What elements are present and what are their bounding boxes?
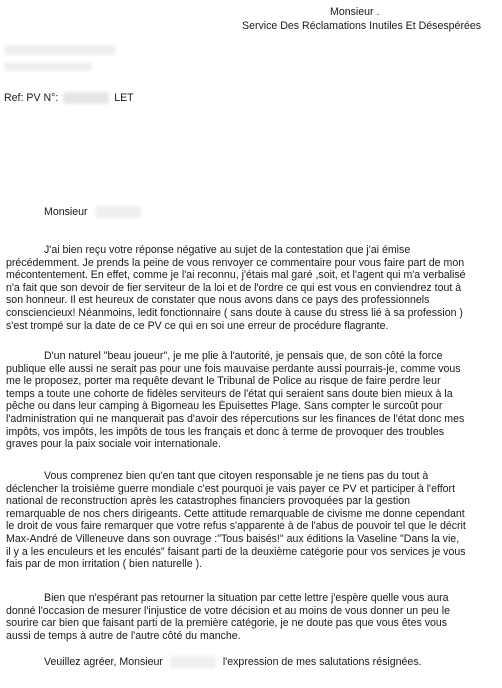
redacted-line-2 [4,62,92,71]
paragraph-line: Max-André de Villeneuve dans son ouvrage :"Tous baisés!" aux éditions la Vaseline "Dans la vie, [6,532,460,545]
paragraph-line: consciencieux! Néanmoins, ledit fonctionnaire ( sans doute à cause du stress lié à sa profession ) [6,306,463,319]
paragraph-line: me le proposez, porter ma requête devant le Tribunal de Police au risque de faire perdre leur [6,375,441,388]
paragraph-line: fais par de mon irritation ( bien naturelle ). [6,558,203,571]
recipient-line [330,6,379,19]
paragraph-line: mécontentement. En effet, comme je l'ai reconnu, j'étais mal garé ,soit, et l'agent qui m'a verbalisé [6,269,466,282]
paragraph-line: déclencher la troisième guerre mondiale c'est pourquoi je vais payer ce PV et participer à l'effort [6,482,456,495]
paragraph-line: son honneur. Il est heureux de constater que nous avons dans ce pays des professionnels [6,294,430,307]
paragraph-3 [6,470,496,571]
salutation: Monsieur [44,206,88,218]
paragraph-line: s'est trompé sur la date de ce PV ce qui en soi une erreur de procédure flagrante. [6,319,389,332]
paragraph-line: J'ai bien reçu votre réponse négative au sujet de la contestation que j'ai émise [44,244,411,256]
paragraph-line: n'a fait que son devoir de fier serviteur de la loi et de l'ordre ce qui est vous en conviendrez tout à [6,281,462,294]
paragraph-line: D'un naturel "beau joueur", je me plie à l'autorité, je pensais que, de son côté la force [44,350,443,362]
paragraph-line: pêche ou dans leur camping à Bigorneau les Épuisettes Plage. Sans compter le surcoût pour [6,400,443,413]
paragraph-line: remarquable de nos chers dirigeants. Cette attitude remarquable de civisme me donne cependant [6,507,465,520]
paragraph-1 [6,244,496,332]
paragraph-2 [6,350,496,451]
reference-label: Ref: PV N°: [4,92,59,104]
paragraph-line: Bien que n'espérant pas retourner la situation par cette lettre j'espère quelle vous aura [44,592,449,604]
salutation-line [44,206,141,219]
paragraph-line: sourire car bien que faisant parti de la première catégorie, je ne doute pas que vous êtes vous [6,617,448,630]
redacted-sender-address-2 [4,60,92,73]
paragraph-line: Vous comprenez bien qu'en tant que citoyen responsable je ne tiens pas du tout à [44,470,429,482]
closing-suffix: l'expression de mes salutations résignées. [222,656,422,668]
recipient-prefix: Monsieur . [330,6,380,18]
closing-prefix: Veuillez agréer, Monsieur [44,656,163,668]
paragraph-line: donné l'occasion de mesurer l'injustice de votre décision et au moins de vous donner un peu le [6,604,450,617]
redacted-sender-address [4,44,116,57]
paragraph-4 [6,592,496,642]
service-name: Service Des Réclamations Inutiles Et Désespérées [242,20,482,32]
redacted-reference-number [63,92,109,104]
redacted-name [170,656,216,668]
paragraph-line: le droit de vous faire remarquer que votre refus s'apparente à de l'abus de pouvoir tel que le décrit [6,520,466,533]
paragraph-line: impôts, vos impôts, les impôts de tous les français et donc à terme de provoquer des troubles [6,425,445,438]
paragraph-line: temps a toute une cohorte de fidèles serviteurs de l'état qui seraient sans doute bien mieux à la [6,387,453,400]
paragraph-line: l'administration qui ne manquerait pas d'avoir des répercutions sur les finances de l'état donc mes [6,412,465,425]
closing-line [44,656,422,669]
paragraph-line: publique elle aussi ne serait pas pour une fois mauvaise perdante aussi pourrais-je, comme vous [6,362,461,375]
paragraph-line: graves pour la paix sociale voir internationale. [6,438,221,451]
paragraph-line: national de reconstruction après les catastrophes financiers provoquées par la gestion [6,495,410,508]
reference-suffix: LET [114,92,134,104]
reference-line [4,92,134,105]
redacted-line-1 [4,45,116,55]
redacted-name [95,206,141,218]
paragraph-line: il y a les enculeurs et les enculés" faisant parti de la deuxième catégorie pour vos services je vous [6,545,466,558]
paragraph-line: précédemment. Je prends la peine de vous renvoyer ce commentaire pour vous faire part de mon [6,256,465,269]
paragraph-line: aussi de temps à autre de l'autre côté du manche. [6,629,241,642]
